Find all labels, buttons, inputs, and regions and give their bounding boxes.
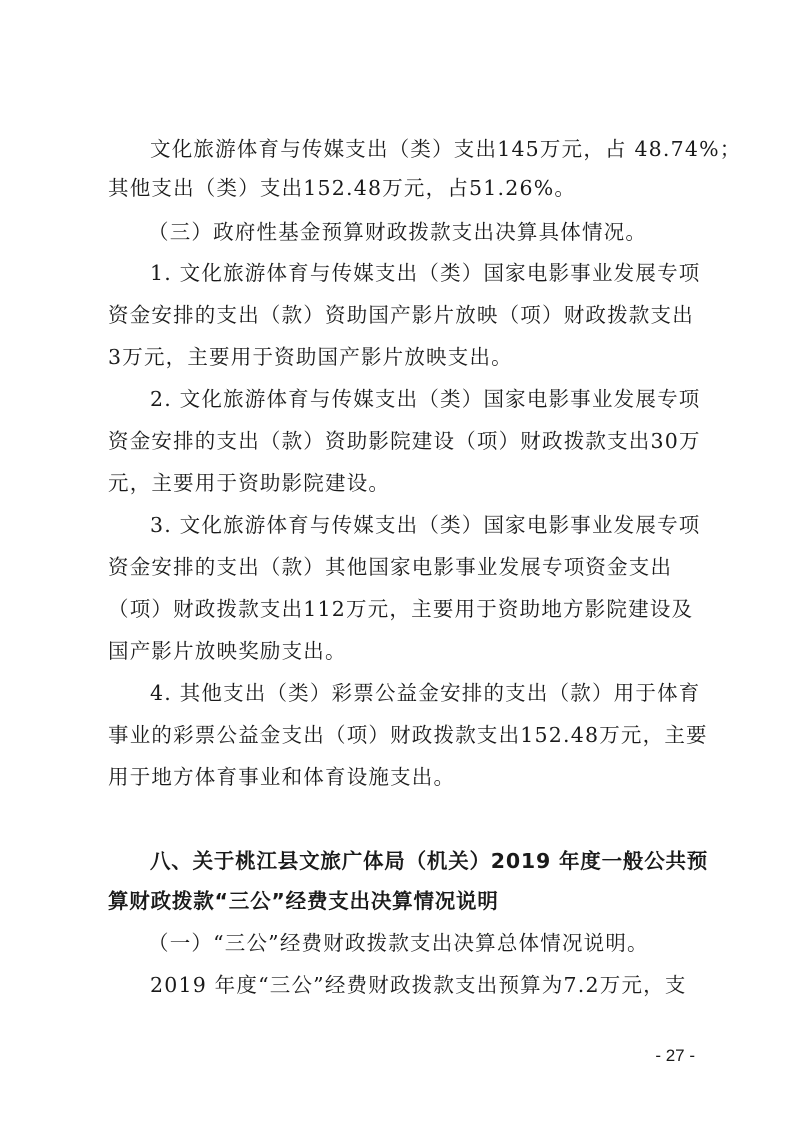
body-line: 事业的彩票公益金支出（项）财政拨款支出152.48万元，主要	[108, 723, 708, 747]
page-number: - 27 -	[655, 1046, 695, 1065]
body-line: 2019 年度“三公”经费财政拨款支出预算为7.2万元，支	[150, 973, 687, 997]
body-line: 其他支出（类）支出152.48万元，占51.26%。	[108, 176, 577, 200]
chapter-heading: 八、关于桃江县文旅广体局（机关）2019 年度一般公共预	[150, 849, 709, 873]
body-line: 用于地方体育事业和体育设施支出。	[108, 765, 456, 789]
body-line: 文化旅游体育与传媒支出（类）支出145万元，占 48.74%；	[150, 137, 742, 161]
body-line: 资金安排的支出（款）资助影院建设（项）财政拨款支出30万	[108, 429, 701, 453]
body-line: 元，主要用于资助影院建设。	[108, 471, 391, 495]
section-heading: （三）政府性基金预算财政拨款支出决算具体情况。	[148, 220, 648, 244]
body-line: （项）财政拨款支出112万元，主要用于资助地方影院建设及	[108, 597, 694, 621]
body-line: 3. 文化旅游体育与传媒支出（类）国家电影事业发展专项	[150, 513, 701, 537]
body-line: 2. 文化旅游体育与传媒支出（类）国家电影事业发展专项	[150, 387, 701, 411]
body-line: 国产影片放映奖励支出。	[108, 639, 347, 663]
section-heading: （一）“三公”经费财政拨款支出决算总体情况说明。	[148, 931, 649, 955]
chapter-heading: 算财政拨款“三公”经费支出决算情况说明	[108, 889, 499, 913]
body-line: 4. 其他支出（类）彩票公益金安排的支出（款）用于体育	[150, 681, 701, 705]
body-line: 资金安排的支出（款）其他国家电影事业发展专项资金支出	[108, 555, 673, 579]
body-line: 1. 文化旅游体育与传媒支出（类）国家电影事业发展专项	[150, 261, 701, 285]
body-line: 资金安排的支出（款）资助国产影片放映（项）财政拨款支出	[108, 303, 694, 327]
body-line: 3万元，主要用于资助国产影片放映支出。	[108, 345, 513, 369]
